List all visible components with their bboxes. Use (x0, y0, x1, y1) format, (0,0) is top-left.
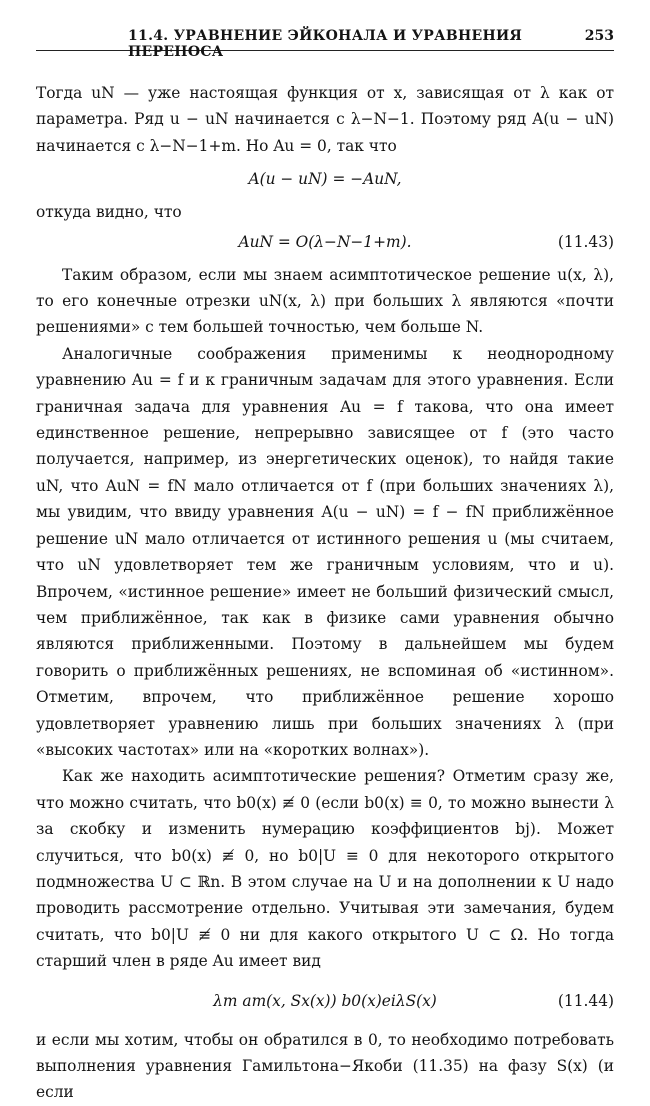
running-title: 11.4. УРАВНЕНИЕ ЭЙКОНАЛА И УРАВНЕНИЯ ПЕРЕНОСА (128, 28, 523, 60)
equation-a (36, 159, 614, 199)
equation-number-11-43: (11.43) (557, 232, 614, 251)
paragraph-5: Как же находить асимптотические решения? Отметим сразу же, что можно считать, что b0(x) ≢ 0 (если b0(x) ≡ 0, то можно вынести λ за скобку и изменить нумерацию коэффициентов bj). Может случиться, что b0(x) ≢ 0, но b0|U ≡ 0 для некоторого открытого подмножества U ⊂ ℝn. В этом случае на U и на дополнении к U надо проводить рассмотрение отдельно. Учитывая эти замечания, будем считать, что b0|U ≢ 0 ни для какого открытого U ⊂ Ω. Но тогда старший член в ряде Au имеет вид (36, 767, 614, 971)
page-number: 253 (584, 28, 614, 44)
page-body (36, 80, 614, 1106)
equation-number-11-44: (11.44) (557, 991, 614, 1010)
equation-11-44-body: λm am(x, Sx(x)) b0(x)eiλS(x) (213, 991, 437, 1010)
paragraph-4: Аналогичные соображения применимы к неоднородному уравнению Au = f и к граничным задачам для этого уравнения. Если граничная задача для уравнения Au = f такова, что она имеет единственное решение, непрерывно зависящее от f (это часто получается, например, из энергетических оценок), то найдя такие uN, что AuN = fN мало отличается от f (при больших значениях λ), мы увидим, что ввиду уравнения A(u − uN) = f − fN приближённое решение uN мало отличается от истинного решения u (мы считаем, что uN удовлетворяет тем же граничным условиям, что и u). Впрочем, «истинное решение» имеет не больший физический смысл, чем приближённое, так как в физике сами уравнения обычно являются приближенными. Поэтому в дальнейшем мы будем говорить о приближённых решениях, не вспоминая об «истинном». Отметим, впрочем, что приближённое решение хорошо удовлетворяет уравнению лишь при больших значениях λ (при «высоких частотах» или на «коротких волнах»). (36, 344, 614, 759)
paragraph-2-lead: откуда видно, что (36, 203, 182, 222)
equation-11-43 (36, 222, 614, 262)
paragraph-6: и если мы хотим, чтобы он обратился в 0, то необходимо потребовать выполнения уравнения Гамильтона−Якоби (11.35) на фазу S(x) (и если (36, 1030, 614, 1102)
paragraph-1: Тогда uN — уже настоящая функция от x, зависящая от λ как от параметра. Ряд u − uN начинается с λ−N−1. Поэтому ряд A(u − uN) начинается с λ−N−1+m. Но Au = 0, так что (36, 84, 614, 155)
equation-11-44 (36, 981, 614, 1021)
equation-a-body: A(u − uN) = −AuN, (248, 170, 402, 189)
running-header (36, 26, 614, 60)
paragraph-3: Таким образом, если мы знаем асимптотическое решение u(x, λ), то его конечные отрезки uN(x, λ) при больших λ являются «почти решениями» с тем большей точностью, чем больше N. (36, 265, 614, 337)
equation-11-43-body: AuN = O(λ−N−1+m). (238, 232, 412, 251)
